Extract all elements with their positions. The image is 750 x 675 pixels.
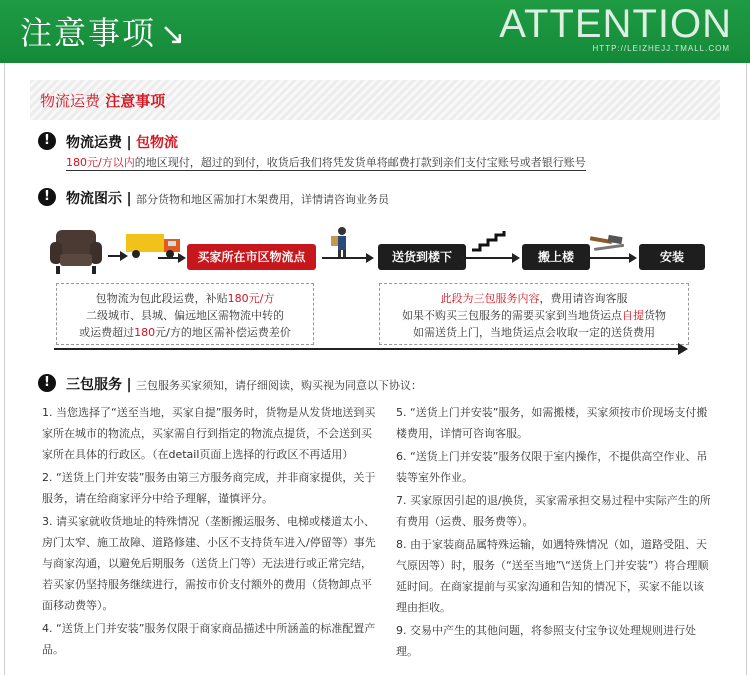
section2-subtitle: 部分货物和地区需加打木架费用，详情请咨询业务员: [136, 193, 390, 206]
subsidy-amount: 180: [134, 326, 156, 339]
install-box: 安装: [639, 244, 705, 270]
subsidy-line3a: 或运费超过: [79, 326, 135, 339]
term-item: 5. “送货上门并安装”服务，如需搬楼，买家须按市价现场支付搬楼费用，详情可咨询客服。: [396, 406, 708, 440]
header-title-text: 注意事项: [20, 14, 157, 52]
term-item: 3. 请买家就收货地址的特殊情况（垄断搬运服务、电梯或楼道太小、房门太窄、施工故障、道路修建、小区不支持货车进入/停留等）事先与商家沟通，以避免后期服务（送货上门等）无法进行或正常完结，若买家仍坚持服务继续进行，需按市价支付额外的费用（货物卸点平面移动费等）。: [42, 515, 376, 612]
terms-left-column: [42, 402, 378, 662]
term-item: 2. “送货上门并安装”服务由第三方服务商完成，并非商家提供，关于服务，请在给商家评分中给予理解，谨慎评分。: [42, 471, 376, 505]
banner-title-part1: 物流运费: [40, 92, 101, 110]
arrow-down-right-icon: ↘: [160, 17, 188, 52]
term-item: 6. “送货上门并安装”服务仅限于室内操作，不提供高空作业、吊装等室外作业。: [396, 450, 708, 484]
logistics-point-box: 买家所在市区物流点: [187, 244, 316, 270]
exclamation-icon: !: [38, 132, 56, 150]
self-pickup-text: 自提: [622, 309, 644, 322]
section2-heading: [66, 188, 389, 208]
downstairs-box: 送货到楼下: [378, 244, 466, 270]
section1-description-text: 的地区现付，超过的到付，收货后我们将凭发货单将邮费打款到亲们支付宝账号或者银行账号: [134, 156, 586, 169]
terms-right-column: [396, 402, 714, 664]
three-guarantee-line2c: 货物: [644, 309, 666, 322]
section1-separator: |: [126, 135, 132, 151]
section2-title: 物流图示: [66, 191, 122, 207]
exclamation-icon: !: [38, 374, 56, 392]
section1-heading: [66, 132, 178, 152]
upstairs-box: 搬上楼: [522, 244, 590, 270]
term-item: 9. 交易中产生的其他问题，将参照支付宝争议处理规则进行处理。: [396, 624, 696, 658]
section3-separator: |: [126, 377, 132, 393]
section1-title: 物流运费: [66, 135, 122, 151]
section2-separator: |: [126, 191, 132, 207]
subsidy-rate: 180元/方: [227, 292, 275, 305]
section3-title: 三包服务: [66, 377, 122, 393]
truck-icon: [124, 230, 184, 260]
section1-description: [66, 154, 586, 170]
term-item: 7. 买家原因引起的退/换货，买家需承担交易过程中实际产生的所有费用（运费、服务费等）。: [396, 494, 711, 528]
subsidy-note: [56, 283, 314, 345]
flow-arrow: [158, 257, 184, 259]
header-banner: [0, 0, 750, 63]
banner-title: [40, 90, 165, 111]
sofa-icon: [46, 224, 106, 276]
three-guarantee-line3: 如需送货上门，当地货运点会收取一定的送货费用: [413, 326, 655, 339]
stairs-icon: [470, 230, 510, 252]
term-item: 1. 当您选择了“送至当地，买家自提”服务时，货物是从发货地送到买家所在城市的物流点，买家需自行到指定的物流点提货，不会送到买家所在具体的行政区。（在detail页面上选择的行政区不再适用）: [42, 406, 376, 461]
tools-icon: [588, 234, 632, 256]
subsidy-line2: 二级城市、县城、偏远地区需物流中转的: [86, 309, 284, 322]
section3-subtitle: 三包服务买家须知，请仔细阅读，购买视为同意以下协议：: [136, 379, 423, 392]
term-item: 4. “送货上门并安装”服务仅限于商家商品描述中所涵盖的标准配置产品。: [42, 622, 376, 656]
timeline-arrow: [54, 348, 686, 350]
three-guarantee-line2a: 如果不购买三包服务的需要买家到当地货运点: [402, 309, 622, 322]
three-guarantee-line1b: ，费用请咨询客服: [539, 292, 628, 305]
section3-heading: [66, 374, 422, 394]
term-item: 8. 由于家装商品属特殊运输，如遇特殊情况（如，道路受阻、天气原因等）时，服务（“送至当地”\“送货上门并安装”）将合理顺延时间。在商家提前与买家沟通和告知的情况下，买家不能以该理由拒收。: [396, 538, 709, 614]
section1-subtitle: 包物流: [136, 135, 179, 151]
three-guarantee-line1a: 此段为三包服务内容: [440, 292, 540, 305]
flow-arrow: [322, 257, 372, 259]
three-guarantee-note: [379, 283, 689, 345]
flow-arrow: [585, 257, 635, 259]
flow-arrow: [462, 257, 518, 259]
header-attention: ATTENTION: [499, 2, 732, 46]
header-title: [20, 8, 187, 54]
subsidy-line3c: 元/方的地区需补偿运费差价: [155, 326, 291, 339]
subsidy-line1: 包物流为包此段运费，补贴: [95, 292, 228, 305]
section-banner: [30, 80, 720, 120]
porter-icon: [328, 226, 358, 258]
header-url: HTTP://LEIZHEJJ.TMALL.COM: [592, 44, 730, 53]
freight-amount: 180元/方以内: [66, 156, 135, 169]
banner-title-part2: 注意事项: [105, 92, 166, 110]
exclamation-icon: !: [38, 188, 56, 206]
